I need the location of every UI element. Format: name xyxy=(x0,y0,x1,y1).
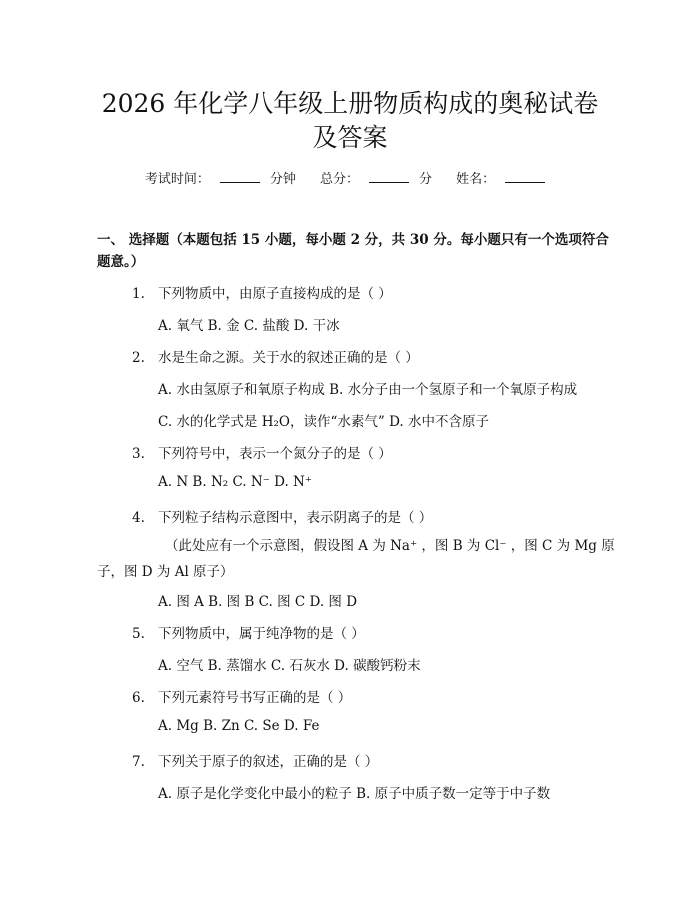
question-stem: 下列物质中，属于纯净物的是（ ） xyxy=(158,626,365,642)
question-7 xyxy=(132,750,378,770)
question-4 xyxy=(132,506,432,526)
score-blank xyxy=(369,172,409,183)
name-label: 姓名： xyxy=(456,172,496,187)
question-4-note: （此处应有一个示意图，假设图 A 为 Na⁺ ，图 B 为 Cl⁻ ，图 C 为 Mg 原子，图 D 为 Al 原子） xyxy=(97,538,615,580)
question-3 xyxy=(132,442,392,462)
question-6-options: A. Mg B. Zn C. Se D. Fe xyxy=(158,718,320,734)
question-2-options-a: A. 水由氢原子和氧原子构成 B. 水分子由一个氢原子和一个氧原子构成 xyxy=(158,382,578,398)
question-number: 5. xyxy=(132,626,145,642)
question-5 xyxy=(132,622,365,642)
time-blank xyxy=(220,172,260,183)
name-blank xyxy=(505,172,545,183)
question-stem: 水是生命之源。关于水的叙述正确的是（ ） xyxy=(158,350,419,366)
question-1 xyxy=(132,282,392,302)
question-number: 7. xyxy=(132,754,145,770)
question-4-options: A. 图 A B. 图 B C. 图 C D. 图 D xyxy=(158,594,358,610)
question-stem: 下列关于原子的叙述，正确的是（ ） xyxy=(158,754,379,770)
question-number: 1. xyxy=(132,286,145,302)
question-number: 4. xyxy=(132,510,145,526)
question-1-options: A. 氧气 B. 金 C. 盐酸 D. 干冰 xyxy=(158,318,340,334)
question-6 xyxy=(132,686,351,706)
score-label: 总分： xyxy=(319,172,359,187)
section-heading: 一、 选择题（本题包括 15 小题，每小题 2 分，共 30 分。每小题只有一个选项符合题意。） xyxy=(97,232,609,270)
question-stem: 下列物质中，由原子直接构成的是（ ） xyxy=(158,286,392,302)
time-field xyxy=(145,168,296,187)
time-unit: 分钟 xyxy=(269,172,296,187)
question-5-options: A. 空气 B. 蒸馏水 C. 石灰水 D. 碳酸钙粉末 xyxy=(158,658,421,674)
question-stem: 下列符号中，表示一个氮分子的是（ ） xyxy=(158,446,392,462)
question-2 xyxy=(132,346,419,366)
score-field xyxy=(320,168,432,187)
question-7-options: A. 原子是化学变化中最小的粒子 B. 原子中质子数一定等于中子数 xyxy=(158,786,551,802)
question-3-options: A. N B. N₂ C. N⁻ D. N⁺ xyxy=(158,474,312,490)
question-stem: 下列粒子结构示意图中，表示阴离子的是（ ） xyxy=(158,510,433,526)
time-label: 考试时间： xyxy=(144,172,210,187)
page-title-line2: 及答案 xyxy=(312,123,388,152)
question-number: 6. xyxy=(132,690,145,706)
page-title-line1: 2026 年化学八年级上册物质构成的奥秘试卷 xyxy=(101,89,599,118)
question-number: 2. xyxy=(132,350,145,366)
name-field xyxy=(456,168,555,187)
question-stem: 下列元素符号书写正确的是（ ） xyxy=(158,690,352,706)
exam-meta xyxy=(0,168,700,187)
score-unit: 分 xyxy=(419,172,433,187)
question-2-options-b: C. 水的化学式是 H₂O，读作“水素气” D. 水中不含原子 xyxy=(158,414,489,430)
question-number: 3. xyxy=(132,446,145,462)
